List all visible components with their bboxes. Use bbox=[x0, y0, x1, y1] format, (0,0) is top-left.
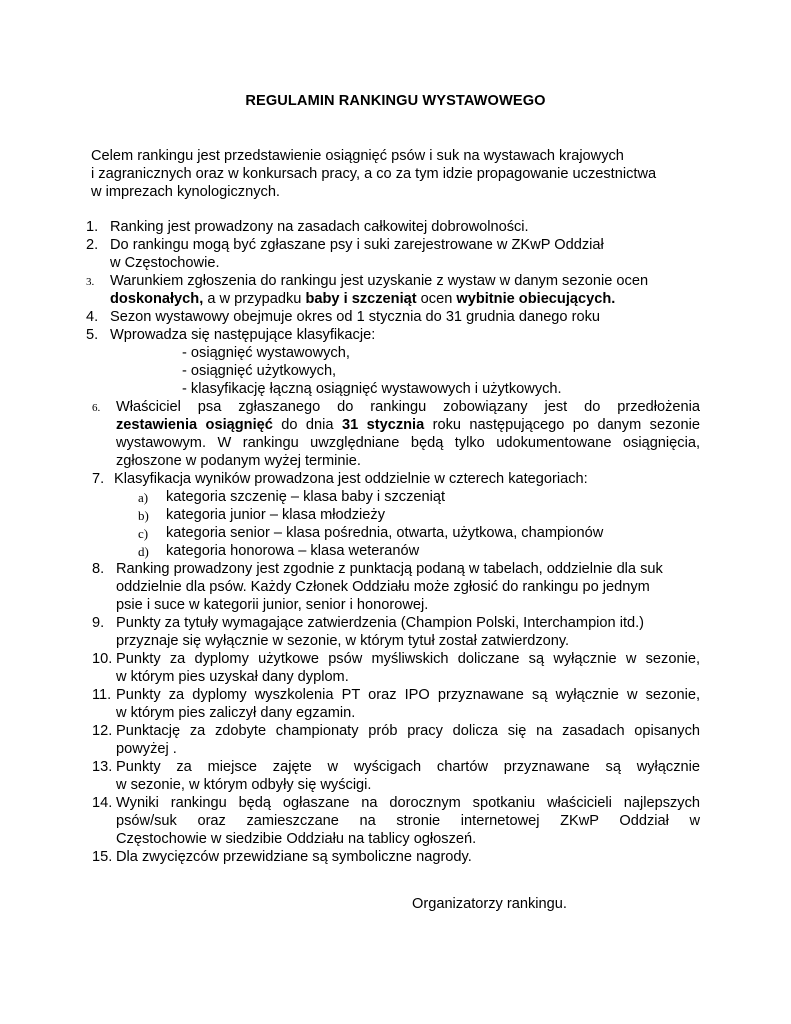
category-letter: b) bbox=[138, 508, 149, 523]
rule-text-part: do dnia bbox=[272, 417, 342, 433]
rule-item-2 bbox=[0, 236, 700, 272]
category-letter: c) bbox=[138, 526, 149, 541]
bold-text: zestawienia osiągnięć bbox=[116, 417, 273, 433]
rule-number: 9. bbox=[92, 615, 105, 631]
rule-text: Sezon wystawowy obejmuje okres od 1 stycznia do 31 grudnia danego roku bbox=[110, 309, 600, 325]
rule-number: 5. bbox=[86, 327, 99, 343]
rule-text: w którym pies zaliczył dany egzamin. bbox=[116, 705, 356, 721]
rule-item-14 bbox=[0, 794, 700, 848]
rule-number: 15. bbox=[92, 849, 113, 865]
intro-line: Celem rankingu jest przedstawienie osiągnięć psów i suk na wystawach krajowych bbox=[91, 148, 624, 164]
rule-text: Punkty za tytuły wymagające zatwierdzenia (Champion Polski, Interchampion itd.) bbox=[116, 615, 645, 631]
rule-number: 6. bbox=[92, 402, 101, 414]
rule-item-4 bbox=[0, 308, 700, 326]
rules-list bbox=[0, 218, 791, 866]
bold-text: 31 stycznia bbox=[341, 417, 425, 433]
category-text: kategoria junior – klasa młodzieży bbox=[166, 507, 386, 523]
rule-text: Dla zwycięzców przewidziane są symboliczne nagrody. bbox=[116, 849, 472, 865]
rule-text-part: a w przypadku bbox=[203, 291, 306, 307]
bold-text: doskonałych, bbox=[110, 291, 204, 307]
rule-number: 10. bbox=[92, 651, 113, 667]
rule-item-5 bbox=[0, 326, 700, 344]
classification-item: - osiągnięć wystawowych, bbox=[182, 345, 350, 361]
rule-item-15 bbox=[0, 848, 700, 866]
rule-text: Klasyfikacja wyników prowadzona jest oddzielnie w czterech kategoriach: bbox=[114, 471, 588, 487]
classification-item: - osiągnięć użytkowych, bbox=[182, 363, 337, 379]
rule-number: 2. bbox=[86, 237, 99, 253]
rule-text: Warunkiem zgłoszenia do rankingu jest uzyskanie z wystaw w danym sezonie ocen bbox=[110, 273, 649, 289]
intro-paragraph bbox=[91, 147, 731, 201]
rule-item-3 bbox=[0, 272, 700, 308]
rule-text: Punkty za dyplomy wyszkolenia PT oraz IPO przyznawane są wyłącznie w sezonie, bbox=[116, 687, 700, 703]
classification-list bbox=[0, 344, 791, 398]
rule-text: Wyniki rankingu będą ogłaszane na dorocznym spotkaniu właścicieli najlepszych bbox=[116, 795, 700, 811]
rule-item-1 bbox=[0, 218, 700, 236]
rule-item-13 bbox=[0, 758, 700, 794]
rule-number: 14. bbox=[92, 795, 113, 811]
category-letter: a) bbox=[138, 490, 149, 505]
category-text: kategoria szczenię – klasa baby i szczeniąt bbox=[166, 489, 446, 505]
category-text: kategoria senior – klasa pośrednia, otwarta, użytkowa, championów bbox=[166, 525, 604, 541]
rule-item-8 bbox=[0, 560, 700, 614]
rule-number: 1. bbox=[86, 219, 99, 235]
rule-text: psie i suce w kategorii junior, senior i honorowej. bbox=[116, 597, 429, 613]
rule-text: Punkty za miejsce zajęte w wyścigach chartów przyznawane są wyłącznie bbox=[116, 759, 700, 775]
rule-item-12 bbox=[0, 722, 700, 758]
rule-text: wystawowym. W rankingu uwzględniane będą tylko udokumentowane osiągnięcia, bbox=[116, 435, 700, 451]
rule-number: 3. bbox=[86, 276, 95, 288]
rule-text: Wprowadza się następujące klasyfikacje: bbox=[110, 327, 376, 343]
rule-number: 4. bbox=[86, 309, 99, 325]
signature: Organizatorzy rankingu. bbox=[412, 896, 567, 912]
rule-text-part: ocen bbox=[416, 291, 457, 307]
rule-number: 13. bbox=[92, 759, 113, 775]
rule-text: Do rankingu mogą być zgłaszane psy i suki zarejestrowane w ZKwP Oddział bbox=[110, 237, 604, 253]
rule-text: Częstochowie w siedzibie Oddziału na tablicy ogłoszeń. bbox=[116, 831, 477, 847]
rule-number: 11. bbox=[92, 687, 112, 703]
rule-text: Punkty za dyplomy użytkowe psów myśliwskich doliczane są wyłącznie w sezonie, bbox=[116, 651, 700, 667]
intro-line: w imprezach kynologicznych. bbox=[91, 184, 280, 200]
category-letter: d) bbox=[138, 544, 149, 559]
rule-item-6 bbox=[0, 398, 700, 470]
rule-text: Punktację za zdobyte championaty prób pracy dolicza się na zasadach opisanych bbox=[116, 723, 700, 739]
intro-line: i zagranicznych oraz w konkursach pracy, a co za tym idzie propagowanie uczestnictwa bbox=[91, 166, 657, 182]
bold-text: baby i szczeniąt bbox=[305, 291, 417, 307]
rule-text: przyznaje się wyłącznie w sezonie, w którym tytuł został zatwierdzony. bbox=[116, 633, 570, 649]
rule-text: Właściciel psa zgłaszanego do rankingu zobowiązany jest do przedłożenia bbox=[116, 399, 700, 415]
rule-number: 7. bbox=[92, 471, 105, 487]
document-title: REGULAMIN RANKINGU WYSTAWOWEGO bbox=[245, 93, 546, 109]
rule-text: zgłoszone w podanym wyżej terminie. bbox=[116, 453, 361, 469]
rule-item-9 bbox=[0, 614, 700, 650]
rule-text: w sezonie, w którym odbyły się wyścigi. bbox=[116, 777, 372, 793]
rule-number: 12. bbox=[92, 723, 113, 739]
rule-item-10 bbox=[0, 650, 700, 686]
rule-text: Ranking jest prowadzony na zasadach całkowitej dobrowolności. bbox=[110, 219, 529, 235]
bold-text: wybitnie obiecujących. bbox=[456, 291, 616, 307]
rule-text: w którym pies uzyskał dany dyplom. bbox=[116, 669, 349, 685]
rule-text: w Częstochowie. bbox=[110, 255, 220, 271]
classification-item: - klasyfikację łączną osiągnięć wystawowych i użytkowych. bbox=[182, 381, 562, 397]
rule-text: oddzielnie dla psów. Każdy Członek Oddziału może zgłosić do rankingu po jednym bbox=[116, 579, 650, 595]
category-item-d bbox=[0, 542, 791, 560]
rule-item-11 bbox=[0, 686, 700, 722]
rule-item-7 bbox=[0, 470, 700, 488]
rule-text: Ranking prowadzony jest zgodnie z punktacją podaną w tabelach, oddzielnie dla suk bbox=[116, 561, 663, 577]
rule-text bbox=[110, 416, 700, 434]
rule-text bbox=[110, 290, 700, 308]
rule-number: 8. bbox=[92, 561, 105, 577]
rule-text: psów/suk oraz zamieszczane na stronie internetowej ZKwP Oddział w bbox=[116, 813, 700, 829]
category-text: kategoria honorowa – klasa weteranów bbox=[166, 543, 420, 559]
rule-text-part: roku następującego po danym sezonie bbox=[424, 417, 700, 433]
category-item-c bbox=[0, 524, 791, 542]
rule-text: powyżej . bbox=[116, 741, 177, 757]
category-item-b bbox=[0, 506, 791, 524]
category-item-a bbox=[0, 488, 791, 506]
